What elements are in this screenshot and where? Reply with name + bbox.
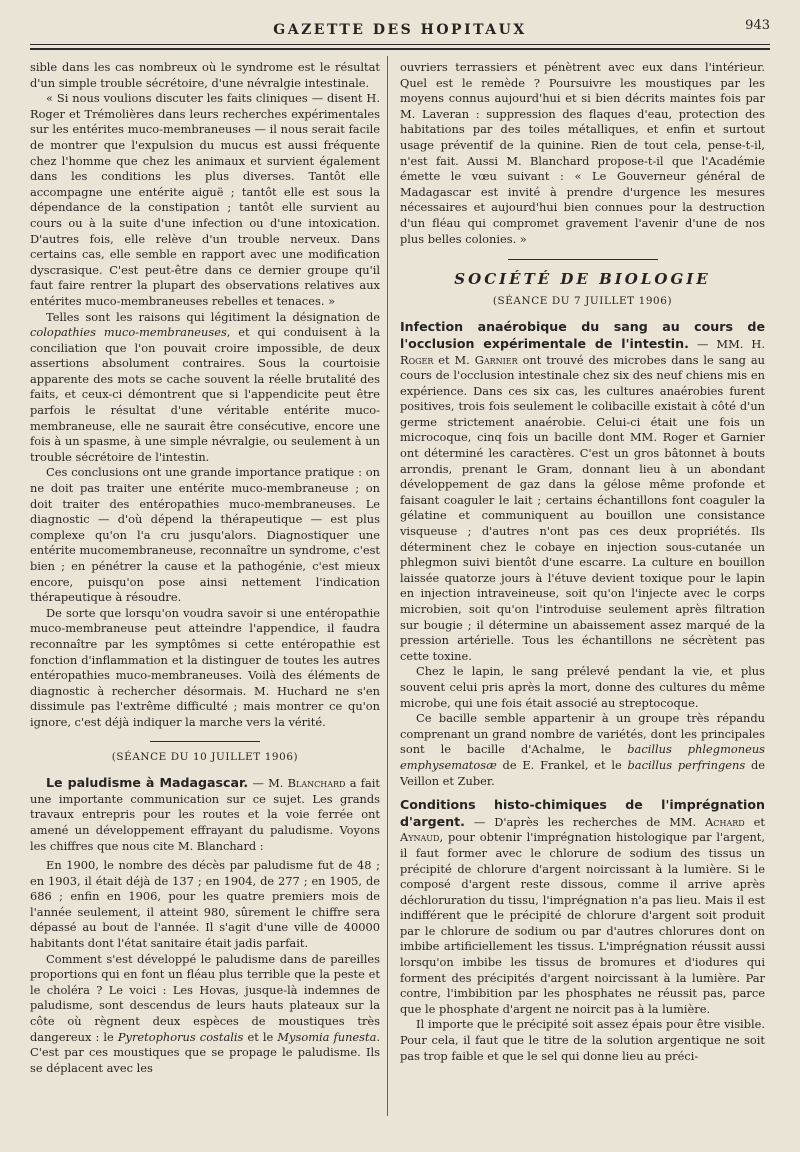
paragraph (30, 952, 380, 1077)
column-divider (387, 56, 388, 1116)
text: Comment s'est développé le paludisme dans de pareilles proportions qui en font un fléau plus terrible que la peste et le choléra ? Le voici : Les Hovas, jusque-là indemnes de paludisme, sont descendus de leurs hauts plateaux sur la côte où règnent deux espèces de moustiques très dangereux : le (30, 951, 380, 1044)
section-paragraph (400, 797, 765, 1017)
text: — M. (248, 776, 288, 791)
author-name: Achard (705, 814, 745, 829)
paragraph (400, 711, 765, 789)
author-name: Garnier (474, 352, 518, 367)
journal-title: GAZETTE DES HOPITAUX (273, 22, 527, 38)
section-heading: Infection anaérobique du sang au cours de l'occlusion expérimentale de l'intestin. (400, 319, 765, 351)
section-paragraph (30, 775, 380, 854)
author-name: Blanchard (287, 776, 346, 791)
paragraph: De sorte que lorsqu'on voudra savoir si une entéropathie muco-membraneuse peut atteindre l'appendice, il faudra reconnaître par les symptômes si cette entéropathie est fonction d'inflammation et la distinguer de toutes les autres entéropathies muco-membraneuses. Voilà des éléments de diagnostic à rechercher désormais. M. Huchard ne s'en dissimule pas l'extrême difficulté ; mais montrer ce qu'on ignore, c'est déjà indiquer la marche vers la vérité. (30, 605, 380, 729)
separator-line (508, 259, 658, 260)
emphasis: colopathies muco-membraneuses (30, 325, 227, 340)
session-date: (SÉANCE DU 7 JUILLET 1906) (492, 294, 673, 307)
text: et (744, 814, 765, 829)
text: Ce bacille semble appartenir à un groupe très répandu comprenant un grand nombre de variétés, dont les principales sont le bacille d'Achalme, le (400, 711, 765, 757)
text: et le (243, 1029, 278, 1044)
page-header (30, 18, 770, 50)
paragraph (30, 310, 380, 466)
paragraph: En 1900, le nombre des décès par paludisme fut de 48 ; en 1903, il était déjà de 137 ; en 1904, de 277 ; en 1905, de 686 ; enfin en 1906, pour les quatre premiers mois de l'année seulement, il atteint 980, sûrement le chiffre sera dépassé au bout de l'année. Il s'agit d'une ville de 40000 habitants dont l'état sanitaire était jadis parfait. (30, 858, 380, 951)
left-column (30, 60, 380, 1120)
text: . C'est par ces moustiques que se propage le paludisme. Ils se déplacent avec les (30, 1029, 380, 1075)
text: , et qui conduisent à la conciliation que l'on pouvait croire impossible, de deux assertions absolument contraires. Sous la courtoisie apparente des mots se cache souvent la réelle brutalité des faits, et ceux-ci démontrent que si l'appendicite peut être parfois le résultat d'une véritable entérite muco-membraneuse, elle ne saurait être consécutive, encore une fois à un spasme, à une simple névralgie, ou seulement à un trouble sécrétoire de l'intestin. (30, 325, 380, 464)
emphasis: Pyretophorus costalis (117, 1029, 244, 1044)
section-paragraph (400, 319, 765, 664)
paragraph: ouvriers terrassiers et pénètrent avec eux dans l'intérieur. Quel est le remède ? Poursuivre les moustiques par les moyens connus aujourd'hui et si bien décrits maintes fois par M. Laveran : suppression des flaques d'eau, protection des habitations par des toiles métalliques, et enfin et surtout usage préventif de la quinine. Rien de tout cela, pense-t-il, n'est fait. Aussi M. Blanchard propose-t-il que l'Académie émette le vœu suivant : « Le Gouverneur général de Madagascar est invité à prendre d'urgence les mesures nécessaires et aujourd'hui bien connues pour la destruction d'un fléau qui compromet gravement l'avenir d'une de nos plus belles colonies. » (400, 60, 765, 246)
text: a fait une importante communication sur ce sujet. Les grands travaux entrepris pour les routes et la voie ferrée ont amené un développement effrayant du paludisme. Voyons les chiffres que nous cite M. Blanchard : (30, 776, 380, 853)
right-column (400, 60, 765, 1120)
paragraph: Il importe que le précipité soit assez épais pour être visible. Pour cela, il faut que le titre de la solution argentique ne soit pas trop faible et que le sel qui donne lieu au préci- (400, 1017, 765, 1063)
author-name: Aynaud (400, 830, 440, 845)
author-name: Roger (400, 352, 434, 367)
header-rule-thick (30, 48, 770, 50)
text: ont trouvé des microbes dans le sang au cours de l'occlusion intestinale chez six des neuf chiens mis en expérience. Dans ces six cas, les cultures anaérobies furent positives, trois fois seulement le colibacille existait à côté d'un germe strictement anaérobie. Celui-ci était une fois un microcoque, cinq fois un bacille dont MM. Roger et Garnier ont déterminé les caractères. C'est un gros bâtonnet à bouts arrondis, prenant le Gram, donnant lieu à un abondant développement de gaz dans la gélose même profonde et faisant coaguler le lait ; certains échantillons font coaguler la gélatine et communiquent au bouillon une consistance visqueuse ; d'autres n'ont pas ces deux propriétés. Ils déterminent chez le cobaye en injection sous-cutanée un phlegmon suivi bientôt d'une escarre. La culture en bouillon laissée quatorze jours à l'étuve devient toxique pour le lapin en injection intraveineuse, soit qu'on l'injecte avec le corps microbien, soit qu'on l'introduise seulement après filtration sur bougie ; il détermine un abaissement assez marqué de la pression artérielle. Tous les échantillons ne sécrètent pas cette toxine. (400, 352, 765, 663)
page-number: 943 (745, 18, 770, 33)
emphasis: bacillus perfringens (627, 757, 746, 772)
section-heading: Conditions histo-chimiques de l'imprégnation d'argent. (400, 797, 765, 829)
separator-line (150, 741, 260, 742)
text: — D'après les recherches de MM. (464, 814, 706, 829)
paragraph: Ces conclusions ont une grande importance pratique : on ne doit pas traiter une entérite muco-membraneuse ; on doit traiter des entéropathies muco-membraneuses. Le diagnostic — d'où dépend la thérapeutique — est plus complexe qu'on l'a cru jusqu'alors. Diagnostiquer une entérite mucomembraneuse, reconnaître un syndrome, c'est bien ; en pénétrer la cause et la pathogénie, c'est mieux encore, puisqu'on pose ainsi nettement l'indication thérapeutique à résoudre. (30, 465, 380, 605)
paragraph: Chez le lapin, le sang prélevé pendant la vie, et plus souvent celui pris après la mort, donne des cultures du même microbe, qui une fois était associé au streptocoque. (400, 664, 765, 710)
emphasis: bacillus phlegmoneus emphysematosæ (400, 742, 765, 772)
text: Telles sont les raisons qui légitiment la désignation de (46, 309, 380, 324)
session-date: (SÉANCE DU 10 JUILLET 1906) (111, 750, 299, 763)
text: , pour obtenir l'imprégnation histologique par l'argent, il faut former avec le chlorure de sodium des tissus un précipité de chlorure d'argent noircissant à la lumière. Si le composé d'argent reste dissous, comme il arrive après déchloruration du tissu, l'imprégnation n'a pas lieu. Mais il est indifférent que le précipité de chlorure d'argent soit produit par le chlorure de sodium ou par d'autres chlorures dont on imbibe artificiellement les tissus. L'imprégnation réussit aussi lorsqu'on imbibe les tissus de bromures et d'iodures qui forment des précipités d'argent noircissant à la lumière. Par contre, l'imbibition par les phosphates ne réussit pas, parce que le phosphate d'argent ne noircit pas à la lumière. (400, 830, 765, 1016)
text: de Veillon et Zuber. (400, 757, 765, 788)
paragraph: sible dans les cas nombreux où le syndrome est le résultat d'un simple trouble sécrétoire, d'une névralgie intestinale. (30, 60, 380, 90)
header-rule-thin (30, 44, 770, 45)
text: et M. (433, 352, 475, 367)
society-heading: SOCIÉTÉ DE BIOLOGIE (454, 270, 711, 289)
emphasis: Mysomia funesta (277, 1029, 377, 1044)
text: de E. Frankel, et le (496, 757, 628, 772)
section-heading: Le paludisme à Madagascar. (46, 775, 249, 791)
quotation-paragraph: « Si nous voulions discuter les faits cliniques — disent H. Roger et Trémolières dans leurs recherches expérimentales sur les entérites muco-membraneuses — il nous serait facile de montrer que l'expulsion du mucus est aussi fréquente chez l'homme que chez les animaux et survient également dans les conditions les plus diverses. Tantôt elle accompagne une entérite aiguë ; tantôt elle est sous la dépendance de la constipation ; tantôt elle survient au cours ou à la suite d'une infection ou d'une intoxication. D'autres fois, elle relève d'un trouble nerveux. Dans certains cas, elle semble en rapport avec une modification dyscrasique. C'est peut-être dans ce dernier groupe qu'il faut faire rentrer la plupart des observations relatives aux entérites muco-membraneuses rebelles et tenaces. » (30, 91, 380, 308)
text: — MM. H. (688, 336, 765, 351)
